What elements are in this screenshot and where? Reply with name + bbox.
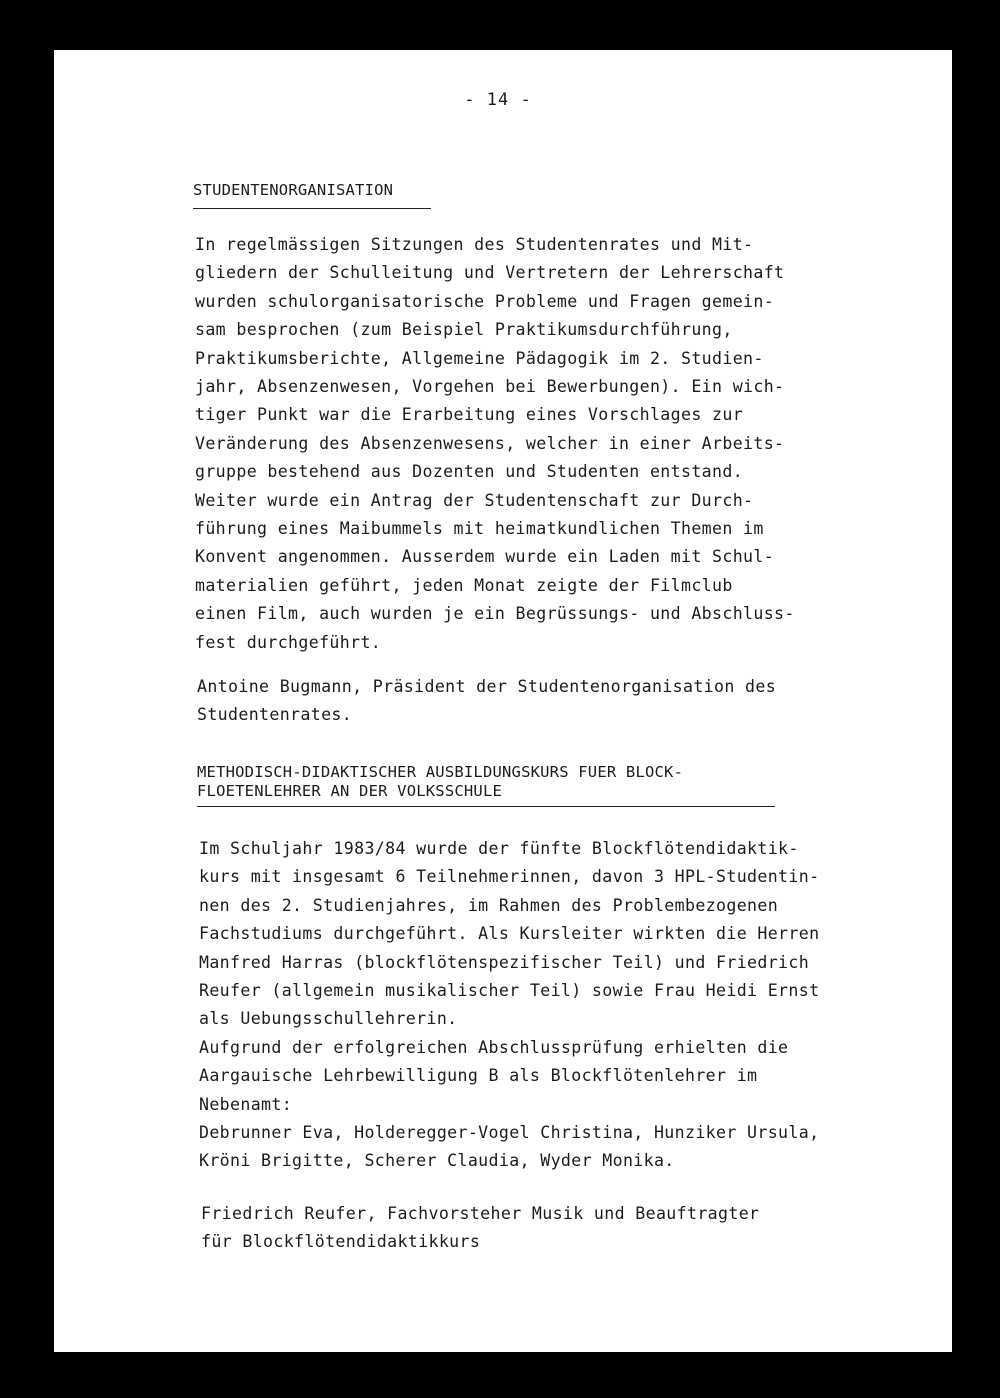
text-line: als Uebungsschullehrerin.: [199, 1009, 458, 1029]
text-line: Reufer (allgemein musikalischer Teil) sowie Frau Heidi Ernst: [199, 981, 820, 1001]
section1-signature: [197, 673, 776, 730]
heading-line: STUDENTENORGANISATION: [193, 181, 394, 199]
section2-signature: [201, 1200, 759, 1257]
section2-paragraph: [199, 835, 819, 1176]
text-line: Studentenrates.: [197, 705, 353, 725]
text-line: gliedern der Schulleitung und Vertretern der Lehrerschaft: [195, 263, 785, 283]
section-heading-blockfloetenkurs: [197, 763, 683, 801]
section-heading-studentenorganisation: [193, 181, 393, 200]
text-line: nen des 2. Studienjahres, im Rahmen des Problembezogenen: [199, 895, 779, 915]
text-line: gruppe bestehend aus Dozenten und Studenten entstand.: [195, 462, 744, 482]
text-line: führung eines Maibummels mit heimatkundlichen Themen im: [195, 519, 764, 539]
heading-underline: [197, 806, 775, 807]
text-line: Nebenamt:: [199, 1094, 293, 1114]
text-line: Kröni Brigitte, Scherer Claudia, Wyder Monika.: [199, 1151, 675, 1171]
text-line: Aargauische Lehrbewilligung B als Blockflötenlehrer im: [199, 1066, 758, 1086]
text-line: Antoine Bugmann, Präsident der Studentenorganisation des: [197, 677, 777, 696]
text-line: tiger Punkt war die Erarbeitung eines Vorschlages zur: [195, 405, 744, 425]
text-line: Veränderung des Absenzenwesens, welcher in einer Arbeits-: [195, 433, 785, 453]
text-line: sam besprochen (zum Beispiel Praktikumsdurchführung,: [195, 320, 733, 340]
text-line: In regelmässigen Sitzungen des Studentenrates und Mit-: [195, 235, 754, 254]
text-line: Debrunner Eva, Holderegger-Vogel Christina, Hunziker Ursula,: [199, 1123, 820, 1143]
text-line: wurden schulorganisatorische Probleme und Fragen gemein-: [195, 291, 775, 311]
text-line: fest durchgeführt.: [195, 632, 382, 652]
text-line: Praktikumsberichte, Allgemeine Pädagogik im 2. Studien-: [195, 348, 764, 368]
page-number: - 14 -: [464, 90, 532, 110]
text-line: kurs mit insgesamt 6 Teilnehmerinnen, davon 3 HPL-Studentin-: [199, 867, 820, 887]
text-line: für Blockflötendidaktikkurs: [201, 1232, 481, 1252]
heading-line: METHODISCH-DIDAKTISCHER AUSBILDUNGSKURS FUER BLOCK-: [197, 763, 684, 781]
text-line: Fachstudiums durchgeführt. Als Kursleiter wirkten die Herren: [199, 924, 820, 944]
text-line: Friedrich Reufer, Fachvorsteher Musik und Beauftragter: [201, 1204, 760, 1223]
text-line: Im Schuljahr 1983/84 wurde der fünfte Blockflötendidaktik-: [199, 839, 799, 858]
text-line: Aufgrund der erfolgreichen Abschlussprüfung erhielten die: [199, 1037, 789, 1057]
heading-line: FLOETENLEHRER AN DER VOLKSSCHULE: [197, 782, 503, 800]
text-line: Weiter wurde ein Antrag der Studentenschaft zur Durch-: [195, 490, 754, 510]
document-page: [54, 50, 952, 1352]
text-line: Manfred Harras (blockflötenspezifischer Teil) und Friedrich: [199, 952, 810, 972]
section1-paragraph: [195, 231, 795, 657]
text-line: Konvent angenommen. Ausserdem wurde ein Laden mit Schul-: [195, 547, 775, 567]
heading-underline: [193, 208, 431, 209]
text-line: jahr, Absenzenwesen, Vorgehen bei Bewerbungen). Ein wich-: [195, 377, 785, 397]
text-line: einen Film, auch wurden je ein Begrüssungs- und Abschluss-: [195, 604, 795, 624]
text-line: materialien geführt, jeden Monat zeigte der Filmclub: [195, 575, 733, 595]
